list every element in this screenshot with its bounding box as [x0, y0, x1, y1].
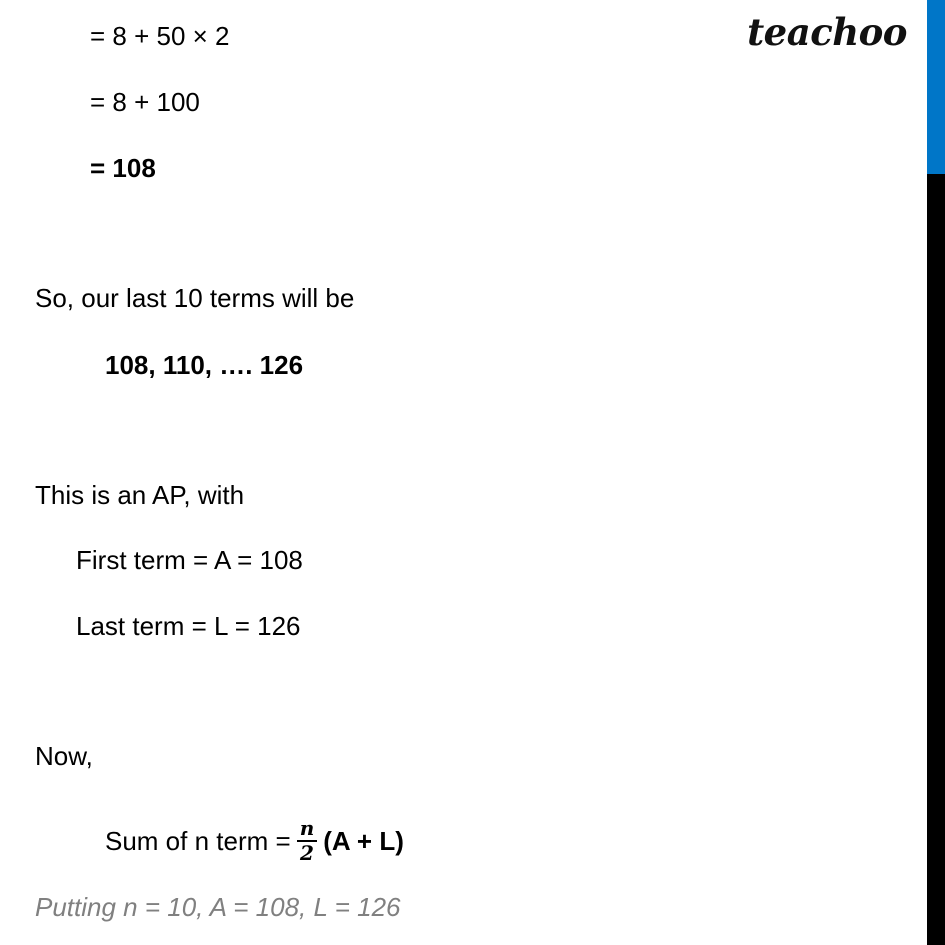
- statement-ap: This is an AP, with: [35, 480, 245, 510]
- sum-formula-label: Sum of n term =: [105, 826, 291, 856]
- right-edge-blue-bar: [927, 0, 945, 174]
- sum-of-n-terms-formula: [105, 818, 404, 864]
- statement-last-terms: So, our last 10 terms will be: [35, 283, 355, 313]
- sum-formula-trailing: (A + L): [323, 826, 404, 856]
- substitution-note: Putting n = 10, A = 108, L = 126: [35, 892, 401, 922]
- fraction-n-over-2: [297, 818, 318, 864]
- calc-line-1: = 8 + 50 × 2: [90, 21, 230, 51]
- calc-line-2: = 8 + 100: [90, 87, 200, 117]
- terms-sequence: 108, 110, …. 126: [105, 350, 304, 380]
- fraction-numerator: n: [299, 816, 315, 840]
- calc-result: = 108: [90, 153, 156, 183]
- fraction-denominator: 2: [300, 841, 314, 865]
- last-term: Last term = L = 126: [76, 611, 301, 641]
- statement-now: Now,: [35, 741, 93, 771]
- first-term: First term = A = 108: [76, 545, 303, 575]
- right-edge-black-bar: [927, 174, 945, 945]
- teachoo-logo: teachoo: [747, 10, 907, 54]
